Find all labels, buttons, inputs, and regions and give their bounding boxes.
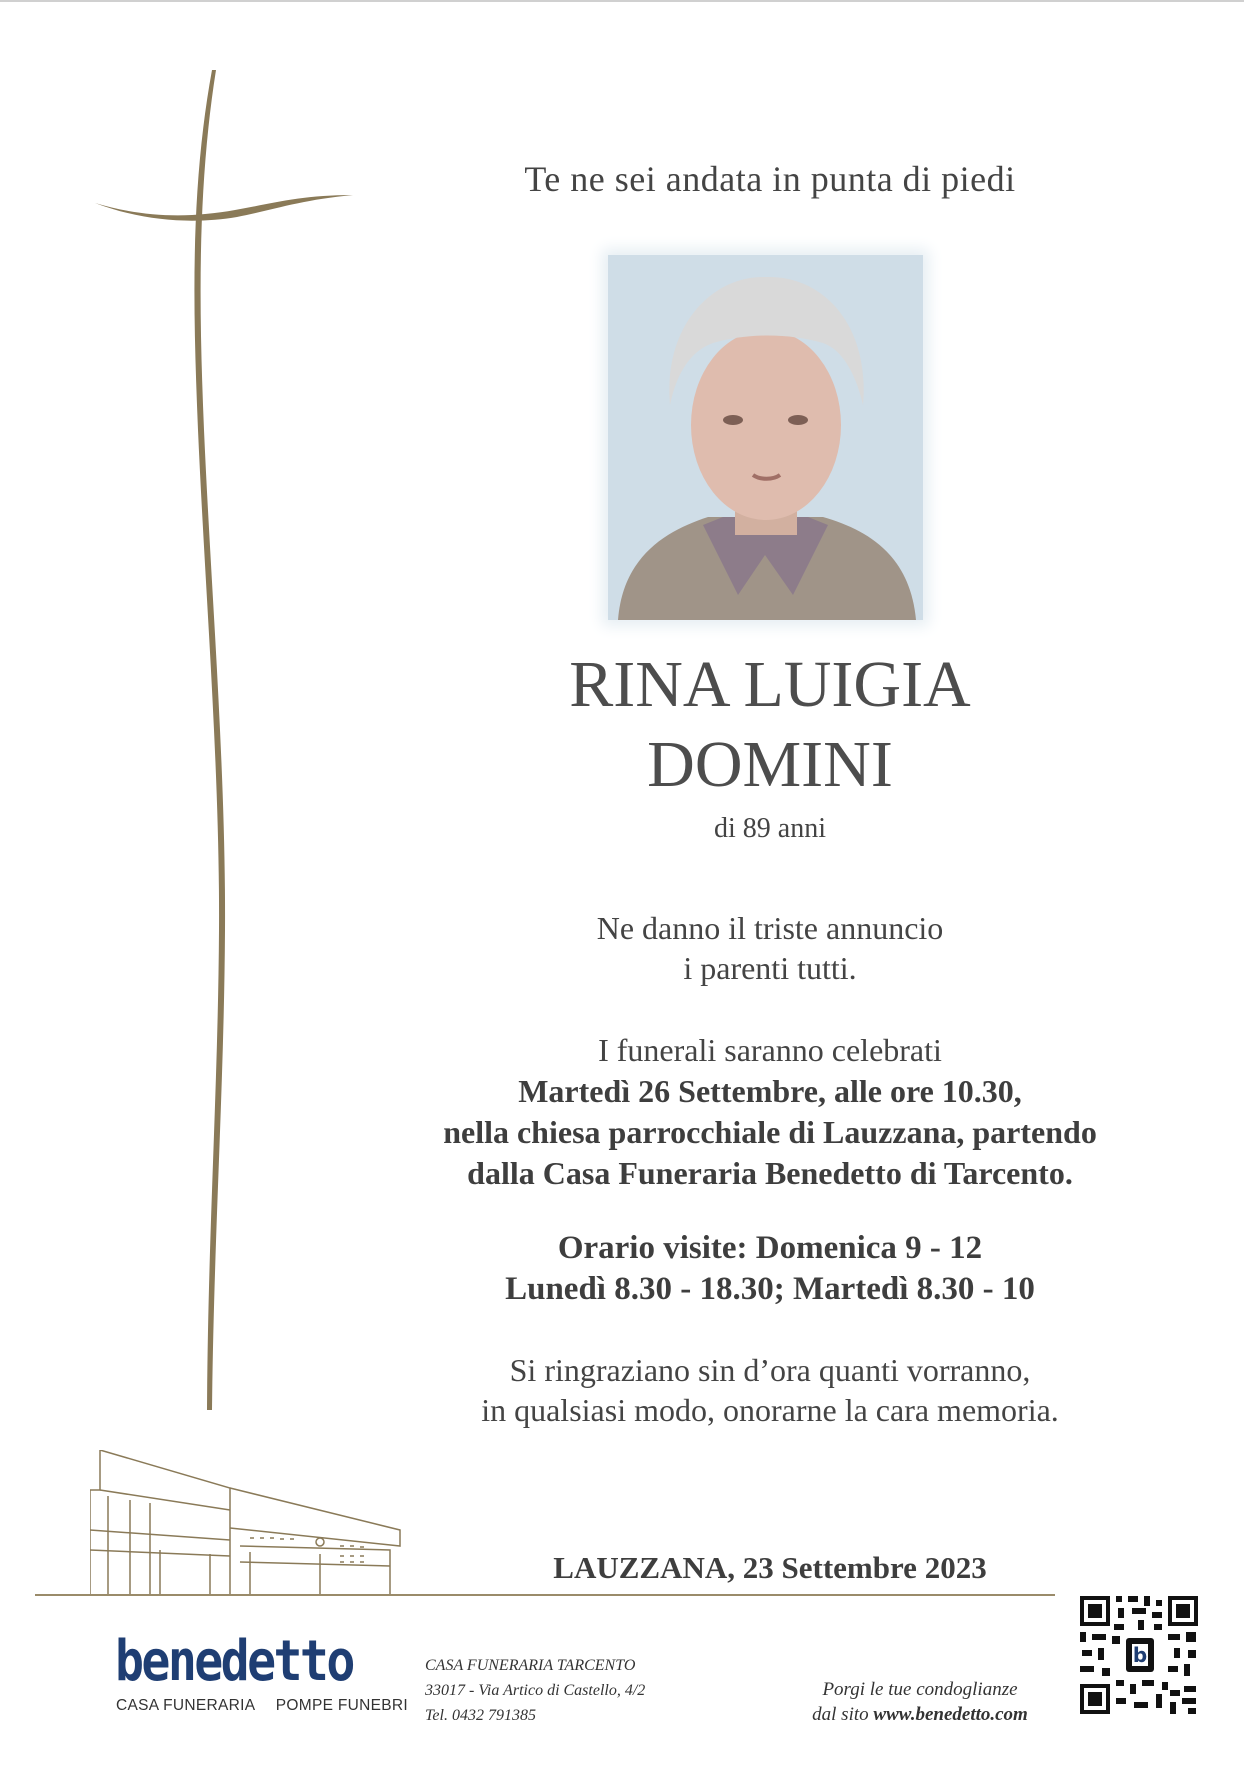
address-line-3: Tel. 0432 791385 <box>425 1707 536 1724</box>
announcement-line-1: Ne danno il triste annuncio <box>596 910 944 946</box>
announcement-line-2: i parenti tutti. <box>683 950 857 986</box>
thanks-line-2: in qualsiasi modo, onorarne la cara memoria. <box>481 1392 1059 1428</box>
place-date: LAUZZANA, 23 Settembre 2023 <box>553 1550 987 1585</box>
thanks-line-1: Si ringraziano sin d’ora quanti vorranno, <box>509 1352 1031 1388</box>
announcement <box>360 908 1180 988</box>
deceased-name <box>360 645 1180 805</box>
svg-text:b: b <box>1132 1643 1148 1667</box>
visits-line-1: Orario visite: Domenica 9 - 12 <box>557 1230 983 1266</box>
footer-divider <box>35 1594 1055 1596</box>
address-line-1: CASA FUNERARIA TARCENTO <box>425 1657 636 1674</box>
thanks <box>360 1350 1180 1430</box>
age: di 89 anni <box>714 813 826 844</box>
top-border <box>0 0 1244 2</box>
funeral-home-address <box>425 1653 725 1728</box>
condolence-prefix: dal sito <box>812 1704 869 1725</box>
funeral-line-2: Martedì 26 Settembre, alle ore 10.30, <box>518 1073 1022 1109</box>
funeral-line-3: nella chiesa parrocchiale di Lauzzana, partendo <box>443 1114 1097 1150</box>
name-line-1: RINA LUIGIA <box>569 648 971 721</box>
condolence-line-1: Porgi le tue condoglianze <box>822 1679 1018 1700</box>
logo-sub-right: POMPE FUNEBRI <box>275 1697 409 1714</box>
visiting-hours <box>360 1228 1180 1310</box>
funeral-line-4: dalla Casa Funeraria Benedetto di Tarcento. <box>467 1155 1073 1191</box>
motto: Te ne sei andata in punta di piedi <box>524 159 1016 199</box>
address-line-2: 33017 - Via Artico di Castello, 4/2 <box>425 1682 646 1699</box>
portrait-photo <box>608 255 923 620</box>
condolence-line-2 <box>770 1702 1070 1727</box>
logo-subtitle <box>116 1697 409 1715</box>
condolence-site-link[interactable]: www.benedetto.com <box>873 1704 1028 1725</box>
name-line-2: DOMINI <box>647 728 893 801</box>
funeral-info <box>360 1030 1180 1194</box>
condolences-note <box>770 1677 1070 1727</box>
benedetto-logo: benedetto <box>115 1629 353 1694</box>
logo-sub-left: CASA FUNERARIA <box>116 1697 255 1714</box>
visits-line-2: Lunedì 8.30 - 18.30; Martedì 8.30 - 10 <box>505 1271 1035 1307</box>
cross-icon <box>95 70 355 1410</box>
qr-code-icon[interactable] <box>1078 1594 1200 1716</box>
building-icon <box>90 1450 410 1610</box>
funeral-line-1: I funerali saranno celebrati <box>598 1032 942 1068</box>
